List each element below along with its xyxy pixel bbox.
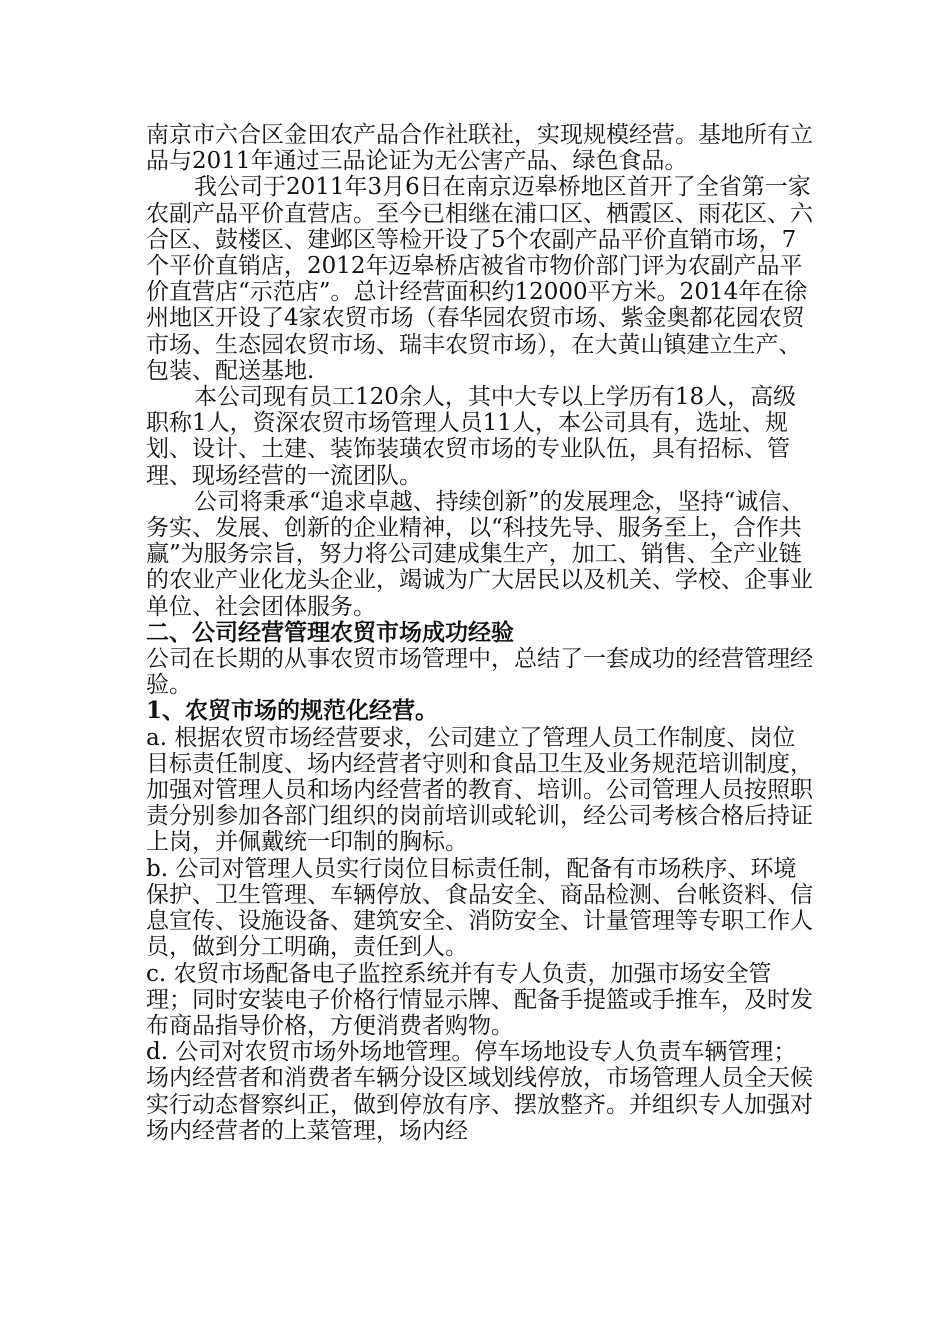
paragraph-company-history: 我公司于2011年3月6日在南京迈皋桥地区首开了全省第一家农副产品平价直营店。至今已相继在浦口区、栖霞区、雨花区、六合区、鼓楼区、建邺区等检开设了5个农副产品平价直销市场，7个平价直销店，2012年迈皋桥店被省市物价部门评为农副产品平价直营店“示范店”。总计经营面积约12000平方米。2014年在徐州地区开设了4家农贸市场（春华园农贸市场、紫金奥都花园农贸市场、生态园农贸市场、瑞丰农贸市场），在大黄山镇建立生产、包装、配送基地. xyxy=(146,174,813,384)
paragraph-staff: 本公司现有员工120余人，其中大专以上学历有18人，高级职称1人，资深农贸市场管理人员11人，本公司具有，选址、规划、设计、土建、装饰装璜农贸市场的专业队伍，具有招标、管理、现场经营的一流团队。 xyxy=(146,384,797,489)
list-item-c: c. 农贸市场配备电子监控系统并有专人负责，加强市场安全管理；同时安装电子价格行情显示牌、配备手提篮或手推车，及时发布商品指导价格，方便消费者购物。 xyxy=(146,960,813,1039)
list-item-d: d. 公司对农贸市场外场地管理。停车场地设专人负责车辆管理；场内经营者和消费者车辆分设区域划线停放，市场管理人员全天候实行动态督察纠正，做到停放有序、摆放整齐。并组织专人加强对场内经营者的上菜管理，场内经 xyxy=(146,1039,813,1144)
subheading: 1、农贸市场的规范化经营。 xyxy=(146,697,439,725)
list-item-b: b. 公司对管理人员实行岗位目标责任制，配备有市场秩序、环境保护、卫生管理、车辆停放、食品安全、商品检测、台帐资料、信息宣传、设施设备、建筑安全、消防安全、计量管理等专职工作人员，做到分工明确，责任到人。 xyxy=(146,855,813,961)
document-page xyxy=(146,122,816,1144)
section-intro: 公司在长期的从事农贸市场管理中，总结了一套成功的经营管理经验。 xyxy=(146,646,813,699)
list-item-a: a. 根据农贸市场经营要求，公司建立了管理人员工作制度、岗位目标责任制度、场内经营者守则和食品卫生及业务规范培训制度，加强对管理人员和场内经营者的教育、培训。公司管理人员按照职责分别参加各部门组织的岗前培训或轮训，经公司考核合格后持证上岗，并佩戴统一印制的胸标。 xyxy=(146,724,813,856)
paragraph-continuation: 南京市六合区金田农产品合作社联社，实现规模经营。基地所有立品与2011年通过三品论证为无公害产品、绿色食品。 xyxy=(146,122,813,175)
paragraph-philosophy: 公司将秉承“追求卓越、持续创新”的发展理念，坚持“诚信、务实、发展、创新的企业精神，以“科技先导、服务至上，合作共赢”为服务宗旨，努力将公司建成集生产，加工、销售、全产业链的农业产业化龙头企业，竭诚为广大居民以及机关、学校、企事业单位、社会团体服务。 xyxy=(146,488,813,620)
section-heading: 二、公司经营管理农贸市场成功经验 xyxy=(146,618,514,646)
